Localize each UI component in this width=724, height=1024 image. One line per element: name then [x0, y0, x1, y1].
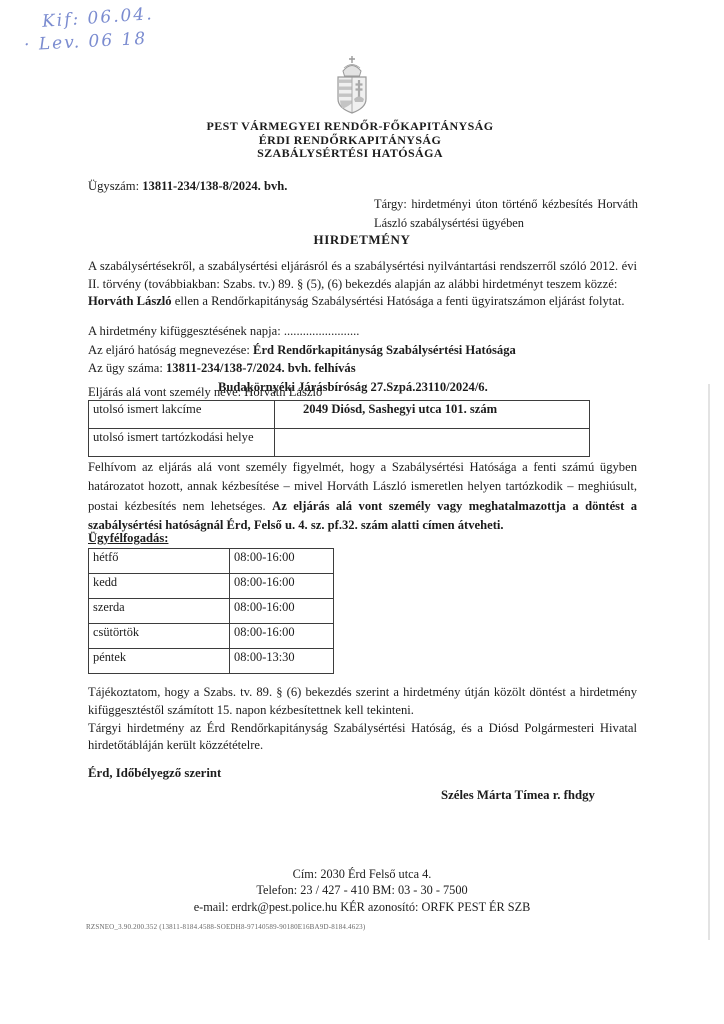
document-title: HIRDETMÉNY: [313, 232, 411, 247]
case-number-label: Ügyszám:: [88, 179, 143, 193]
office-hours-caption: Ügyfélfogadás:: [88, 531, 169, 545]
authority-line-1: PEST VÁRMEGYEI RENDŐR-FŐKAPITÁNYSÁG: [206, 119, 494, 133]
court-reference-line: Budakörnyéki Járásbíróság 27.Szpá.23110/2024/6.: [218, 379, 488, 394]
case-number-line: [88, 179, 287, 194]
footer-address: Cím: 2030 Érd Felső utca 4.: [292, 867, 432, 881]
office-hours-day: kedd: [89, 574, 230, 599]
person-table-caption: Eljárás alá vont személy neve: Horváth László: [88, 385, 323, 399]
office-hours-day: csütörtök: [89, 624, 230, 649]
scan-artifact-line: [708, 384, 710, 940]
person-row-label: utolsó ismert tartózkodási helye: [89, 429, 275, 457]
table-row: [89, 599, 334, 624]
hungarian-coat-of-arms-icon: [330, 55, 374, 117]
deemed-delivery-sentence: Tájékoztatom, hogy a Szabs. tv. 89. § (6) bekezdés szerint a hirdetmény útján közölt döntést a hirdetmény kifüggesztéstől számított 15. napon kézbesítettnek kell tekinteni.: [88, 685, 637, 717]
case-number-value: 13811-234/138-8/2024. bvh.: [142, 179, 288, 193]
table-row: [89, 649, 334, 674]
office-hours-time: 08:00-13:30: [230, 649, 334, 674]
publication-location-sentence: Tárgyi hirdetmény az Érd Rendőrkapitányság Szabálysértési Hatóság, és a Diósd Polgármesteri Hivatal hirdetőtábláján került közzétételre.: [88, 720, 637, 753]
handwritten-note-1: Kif: 06.04.: [41, 4, 155, 32]
table-row: [89, 624, 334, 649]
office-hours-day: péntek: [89, 649, 230, 674]
system-print-code: RZSNEO_3.90.200.352 (13811-8184.4588-SOEDH8-97140589-90180E16BA9D-8184.4623): [86, 923, 366, 931]
person-address-table: [88, 400, 590, 457]
table-row: [89, 401, 590, 429]
office-hours-day: szerda: [89, 599, 230, 624]
person-row-value: 2049 Diósd, Sashegyi utca 101. szám: [275, 401, 590, 429]
signatory-name: Széles Márta Tímea r. fhdgy: [441, 788, 595, 802]
table-row: [89, 549, 334, 574]
issuing-authority-header: [0, 120, 700, 161]
office-hours-time: 08:00-16:00: [230, 624, 334, 649]
person-row-value: [275, 429, 590, 457]
office-hours-table: [88, 548, 334, 674]
table-row: [89, 574, 334, 599]
signature-place-date: Érd, Időbélyegző szerint: [88, 766, 222, 780]
paragraph-delivery-notice: Felhívom az eljárás alá vont személy figyelmét, hogy a Szabálysértési Hatósága a fenti számú ügyben határozatot hozott, annak kézbesítése – mivel Horváth László ismeretlen helyen tartózkodik – meghiúsult, postai kézbesítés nem lehetséges. Az eljárás alá vont személy vagy meghatalmazottja a döntést a szabálysértési hatóságnál Érd, Felső u. 4. sz. pf.32. szám alatti címen átveheti.: [88, 460, 637, 532]
office-hours-time: 08:00-16:00: [230, 549, 334, 574]
handwritten-note-2: · Lev. 06 18: [23, 28, 148, 56]
office-hours-time: 08:00-16:00: [230, 599, 334, 624]
paragraph-information: [88, 684, 637, 755]
case-reference-line: Az ügy száma: 13811-234/138-7/2024. bvh. felhívás: [88, 361, 356, 376]
footer-email: e-mail: erdrk@pest.police.hu KÉR azonosító: ORFK PEST ÉR SZB: [193, 899, 531, 914]
paragraph-legal-basis: A szabálysértésekről, a szabálysértési eljárásról és a szabálysértési nyilvántartási rendszerről szóló 2012. évi II. törvény (továbbiakban: Szabs. tv.) 89. § (5), (6) bekezdés alapján az alábbi hirdetményt teszem közzé: Horváth László ellen a Rendőrkapitányság Szabálysértési Hatósága a fenti ügyiratszámon eljárást folytat.: [88, 259, 637, 309]
contact-footer: [0, 866, 724, 915]
authority-line-3: SZABÁLYSÉRTÉSI HATÓSÁGA: [257, 146, 443, 160]
acting-authority-line: Az eljáró hatóság megnevezése: Érd Rendőrkapitányság Szabálysértési Hatósága: [88, 342, 516, 357]
authority-line-2: ÉRDI RENDŐRKAPITÁNYSÁG: [258, 132, 442, 147]
footer-phone: Telefon: 23 / 427 - 410 BM: 03 - 30 - 7500: [256, 883, 468, 898]
subject-block: Tárgy: hirdetményi úton történő kézbesítés Horváth László szabálysértési ügyében: [374, 197, 638, 230]
table-row: [89, 429, 590, 457]
person-row-label: utolsó ismert lakcíme: [89, 401, 275, 429]
posting-date-line: A hirdetmény kifüggesztésének napja: ........................: [88, 324, 360, 338]
office-hours-time: 08:00-16:00: [230, 574, 334, 599]
office-hours-day: hétfő: [89, 549, 230, 574]
